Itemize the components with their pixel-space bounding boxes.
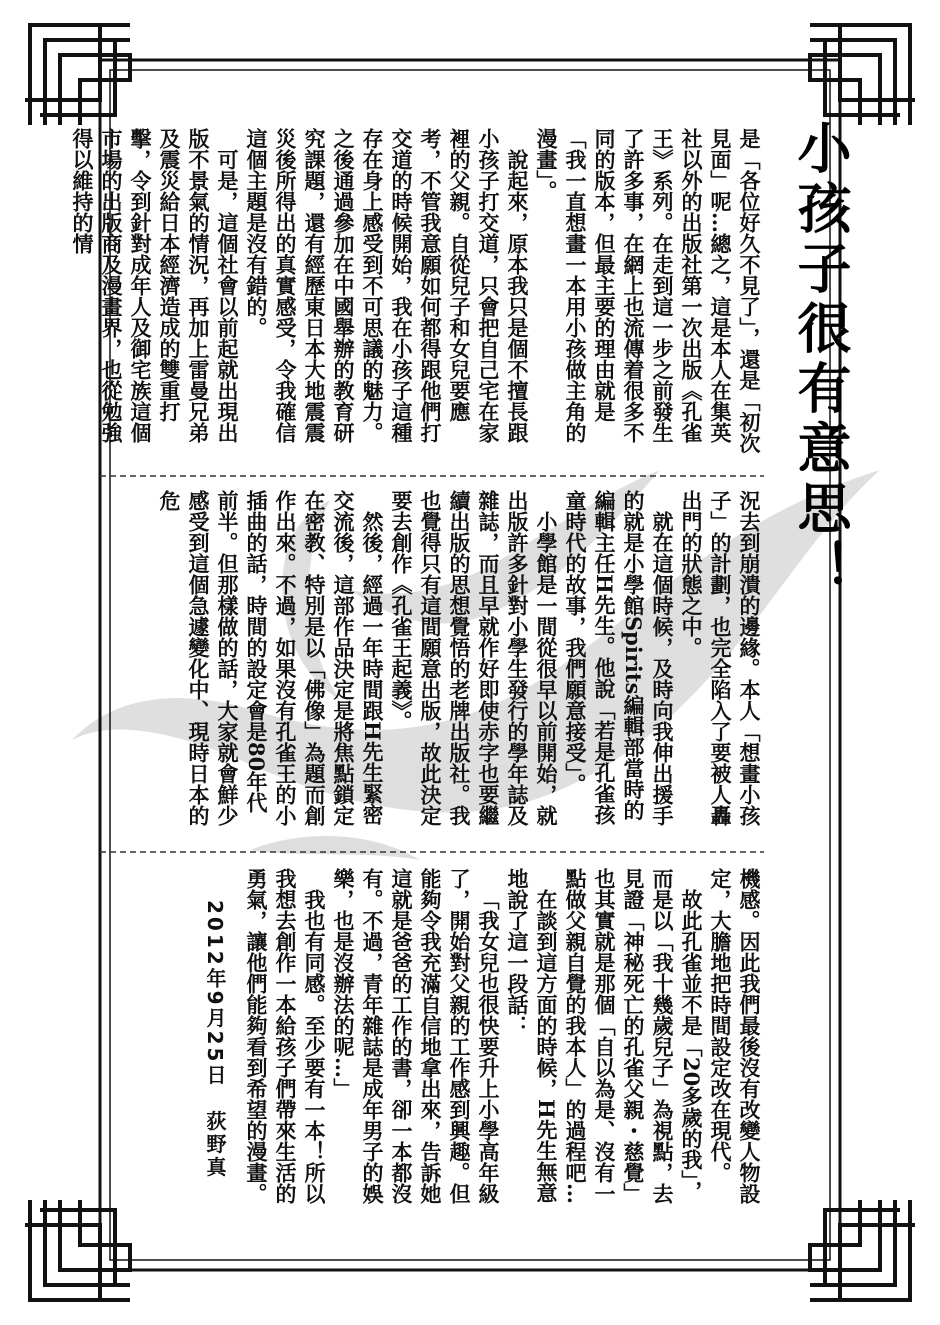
corner-ornament-top-right [810, 25, 915, 125]
page-title: 小孩子很有意思！ [789, 120, 852, 600]
signature-date: 2012年9月25日 [203, 900, 227, 1088]
paragraph: 在談到這方面的時候，H先生無意地說了這一段話： [505, 868, 559, 1203]
paragraph: 然後，經過一年時間跟H先生緊密交流後，這部作品決定是將焦點鎖定在密教、特別是以「佛像」為題而創作出來。不過，如果沒有孔雀王的小插曲的話，時間的設定會是80年代前半。但那樣做的話，大家就會鮮少感受到這個急遽變化中、現時日本的危 [157, 490, 385, 826]
paragraph: 說起來，原本我只是個不擅長跟小孩子打交道，只會把自己宅在家裡的父親。自從兒子和女兒要應考，不管我意願如何都得跟他們打交道的時候開始，我在小孩子這種存在身上感受到不可思議的魅力。之後通過參加在中國舉辦的教育研究課題，還有經歷東日本大地震震災後所得出的真實感受，令我確信這個主題是沒有錯的。 [244, 128, 530, 443]
paragraph: 故此孔雀並不是「20多歲的我」，而是以「我十幾歲兒子」為視點，去見證「神秘死亡的孔雀父親・慈覺」也其實就是那個「自以為是、沒有一點做父親自覺的我本人」的過程吧… [563, 868, 704, 1204]
text-band-2 [100, 490, 764, 830]
text-band-1 [70, 128, 764, 462]
paragraph: 機感。因此我們最後沒有改變人物設定，大膽地把時間設定改在現代。 [708, 868, 762, 1204]
paragraph: 是「各位好久不見了」，還是「初次見面」呢…總之，這是本人在集英社以外的出版社第一次出版《孔雀王》系列。在走到這一步之前發生了許多事，在網上也流傳着很多不同的版本，但最主要的理由就是「我一直想畫一本用小孩做主角的漫畫」。 [534, 128, 762, 454]
paragraph: 就在這個時候，及時向我伸出援手的就是小學館Spirits編輯部當時的編輯主任H先生。他說「若是孔雀孩童時代的故事，我們願意接受」。 [563, 490, 675, 826]
corner-ornament-bottom-left [25, 1200, 130, 1300]
paragraph: 小學館是一間從很早以前開始，就出版許多針對小學生發行的學年誌及雜誌，而且早就作好即使赤字也要繼續出版的思想覺悟的老牌出版社。我也覺得只有這間願意出版，故此決定要去創作《孔雀王起義》。 [389, 490, 559, 826]
corner-ornament-bottom-right [810, 1200, 915, 1300]
paragraph: 「我女兒也很快要升上小學高年級了，開始對父親的工作感到興趣。但能夠令我充滿自信地拿出來，告訴她這就是爸爸的工作的書，卻一本都沒有。不過，青年雜誌是成年男子的娛樂，也是沒辦法的呢…」 [331, 868, 501, 1204]
signature [170, 900, 230, 1200]
corner-ornament-top-left [25, 25, 130, 125]
paragraph: 我也有同感。至少要有一本！所以我想去創作一本給孩子們帶來生活的勇氣，讓他們能夠看到希望的漫畫。 [244, 868, 327, 1204]
paragraph: 可是，這個社會以前起就出現出版不景氣的情況，再加上雷曼兄弟及震災給日本經濟造成的雙重打擊，令到針對成年人及御宅族這個市場的出版商及漫畫界，也從勉強得以維持的情 [70, 128, 240, 443]
paragraph: 況去到崩潰的邊緣。本人「想畫小孩子」的計劃，也完全陷入了要被人轟出門的狀態之中。 [679, 490, 762, 826]
signature-author: 荻野真 [203, 1110, 227, 1180]
